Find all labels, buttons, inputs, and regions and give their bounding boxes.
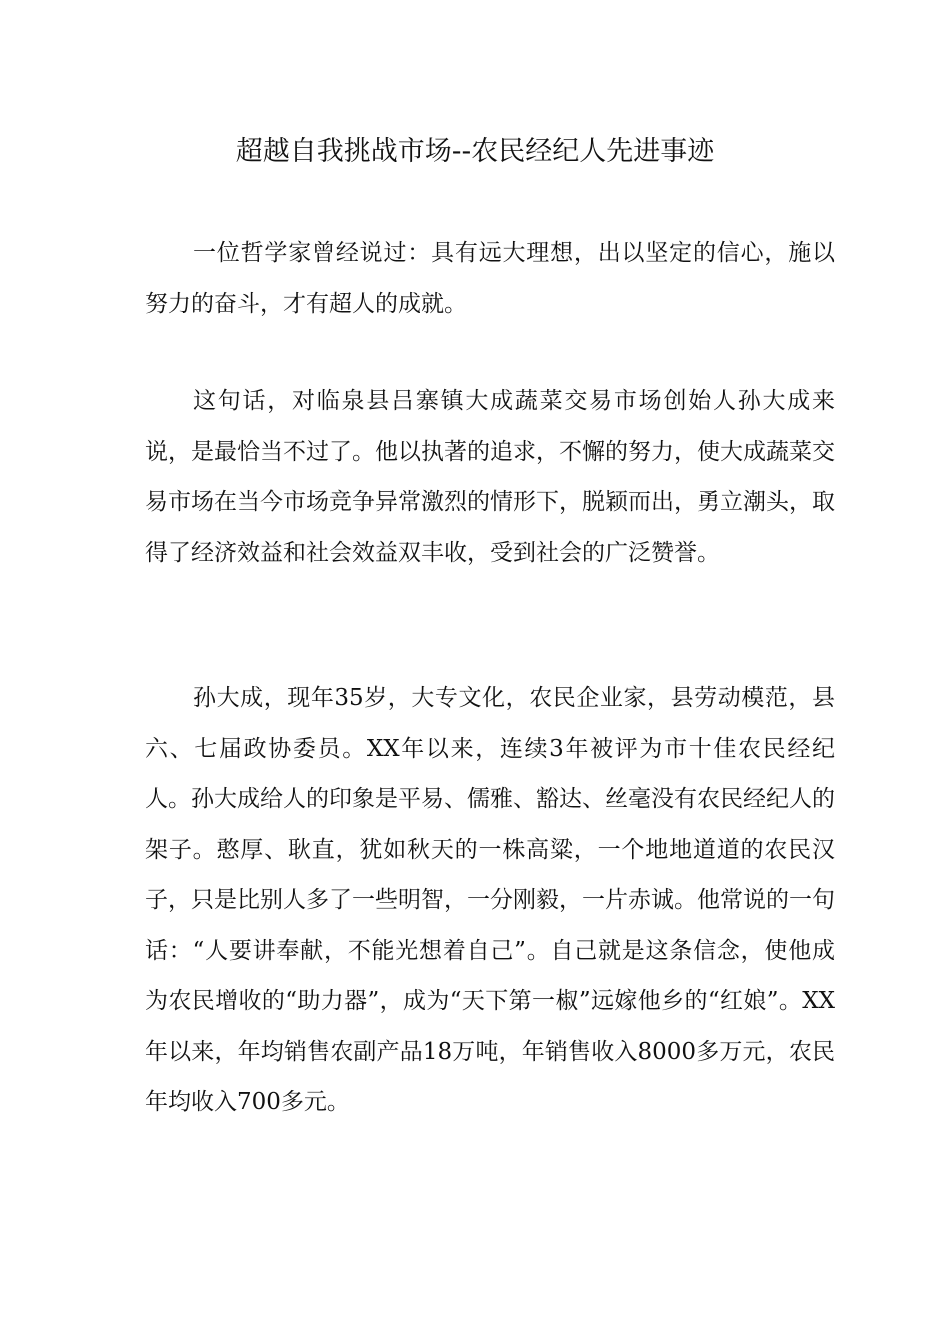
- paragraph-3: 孙大成，现年35岁，大专文化，农民企业家，县劳动模范，县六、七届政协委员。XX年以来，连续3年被评为市十佳农民经纪人。孙大成给人的印象是平易、儒雅、豁达、丝毫没有农民经纪人的架子。憨厚、耿直，犹如秋天的一株高粱，一个地地道道的农民汉子，只是比别人多了一些明智，一分刚毅，一片赤诚。他常说的一句话：“人要讲奉献，不能光想着自己”。自己就是这条信念，使他成为农民增收的“助力器”，成为“天下第一椒”远嫁他乡的“红娘”。XX年以来，年均销售农副产品18万吨，年销售收入8000多万元，农民年均收入700多元。: [145, 685, 835, 1115]
- document-title: 超越自我挑战市场--农民经纪人先进事迹: [235, 136, 715, 167]
- paragraph-1: 一位哲学家曾经说过：具有远大理想，出以坚定的信心，施以努力的奋斗，才有超人的成就。: [145, 240, 835, 317]
- paragraph-2: 这句话，对临泉县吕寨镇大成蔬菜交易市场创始人孙大成来说，是最恰当不过了。他以执著的追求，不懈的努力，使大成蔬菜交易市场在当今市场竞争异常激烈的情形下，脱颖而出，勇立潮头，取得了经济效益和社会效益双丰收，受到社会的广泛赞誉。: [145, 388, 835, 566]
